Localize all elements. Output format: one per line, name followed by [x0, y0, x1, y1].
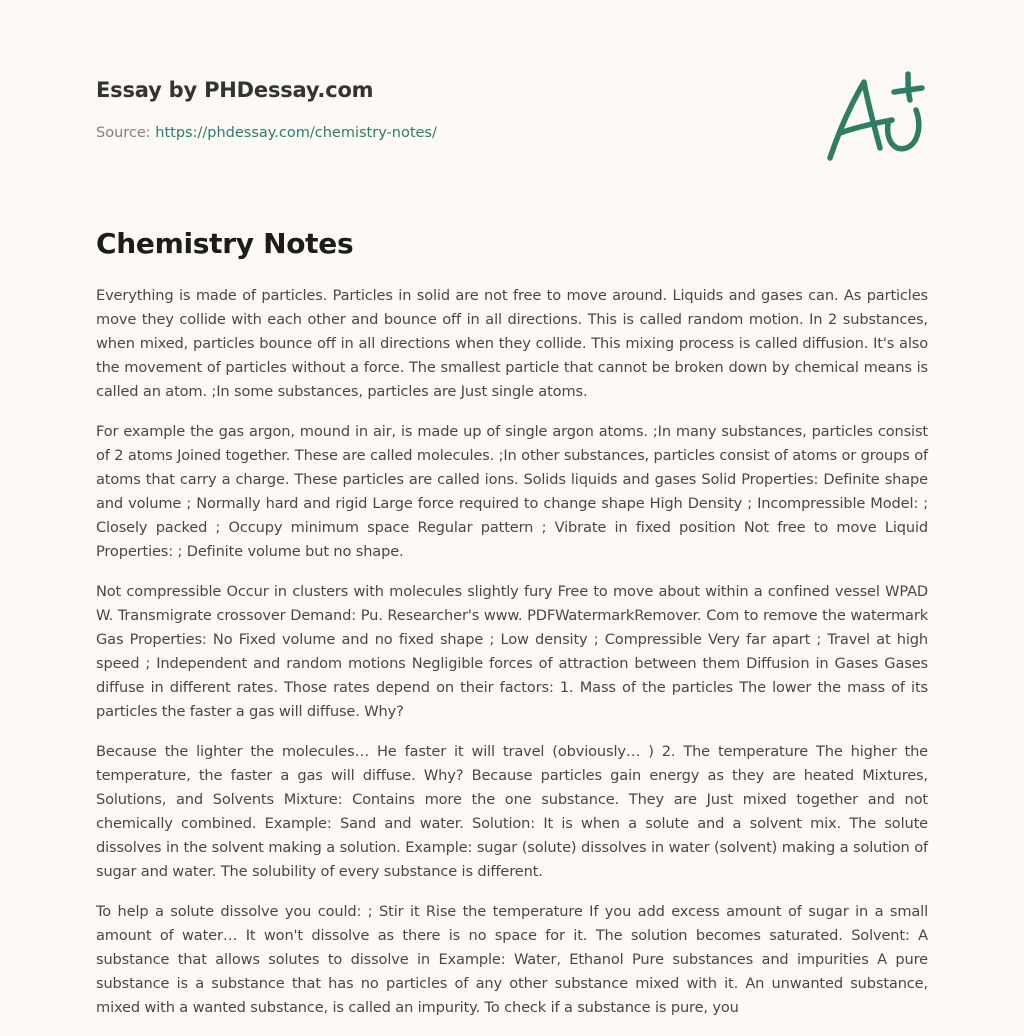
source-link[interactable]: https://phdessay.com/chemistry-notes/ [155, 125, 437, 141]
paragraph: For example the gas argon, mound in air, is made up of single argon atoms. ;In many substances, particles consist of 2 atoms Joined together. These are called molecules. ;In other substances, particles consist of atoms or groups of atoms that carry a charge. These particles are called ions. Solids liquids and gases Solid Properties: Definite shape and volume ; Normally hard and rigid Large force required to change shape High Density ; Incompressible Model: ; Closely packed ; Occupy minimum space Regular pattern ; Vibrate in fixed position Not free to move Liquid Properties: ; Definite volume but no shape. [96, 423, 928, 560]
source-label: Source: [96, 125, 156, 141]
a-plus-grade-icon [822, 68, 928, 164]
document-title: Chemistry Notes [96, 227, 354, 260]
paragraph: Everything is made of particles. Particles in solid are not free to move around. Liquids and gases can. As particles move they collide with each other and bounce off in all directions. This is called random motion. In 2 substances, when mixed, particles bounce off in all directions when they collide. This mixing process is called diffusion. It's also the movement of particles without a force. The smallest particle that cannot be broken down by chemical means is called an atom. ;In some substances, particles are Just single atoms. [96, 287, 928, 400]
essay-header [96, 74, 928, 143]
source-line [96, 123, 928, 143]
paragraph: Because the lighter the molecules… He faster it will travel (obviously… ) 2. The temperature The higher the temperature, the faster a gas will diffuse. Why? Because particles gain energy as they are heated Mixtures, Solutions, and Solvents Mixture: Contains more the one substance. They are Just mixed together and not chemically combined. Example: Sand and water. Solution: It is when a solute and a solvent mix. The solute dissolves in the solvent making a solution. Example: sugar (solute) dissolves in water (solvent) making a solution of sugar and water. The solubility of every substance is different. [96, 743, 928, 880]
paragraph: Not compressible Occur in clusters with molecules slightly fury Free to move about within a confined vessel WPAD W. Transmigrate crossover Demand: Pu. Researcher's www. PDFWatermarkRemover. Com to remove the watermark Gas Properties: No Fixed volume and no fixed shape ; Low density ; Compressible Very far apart ; Travel at high speed ; Independent and random motions Negligible forces of attraction between them Diffusion in Gases Gases diffuse in different rates. Those rates depend on their factors: 1. Mass of the particles The lower the mass of its particles the faster a gas will diffuse. Why? [96, 583, 928, 720]
essay-body [96, 284, 928, 1036]
site-title: Essay by PHDessay.com [96, 78, 374, 102]
paragraph: To help a solute dissolve you could: ; Stir it Rise the temperature If you add excess amount of sugar in a small amount of water… It won't dissolve as there is no space for it. The solution becomes saturated. Solvent: A substance that allows solutes to dissolve in Example: Water, Ethanol Pure substances and impurities A pure substance is a substance that has no particles of any other substance mixed with it. An unwanted substance, mixed with a wanted substance, is called an impurity. To check if a substance is pure, you [96, 903, 928, 1016]
